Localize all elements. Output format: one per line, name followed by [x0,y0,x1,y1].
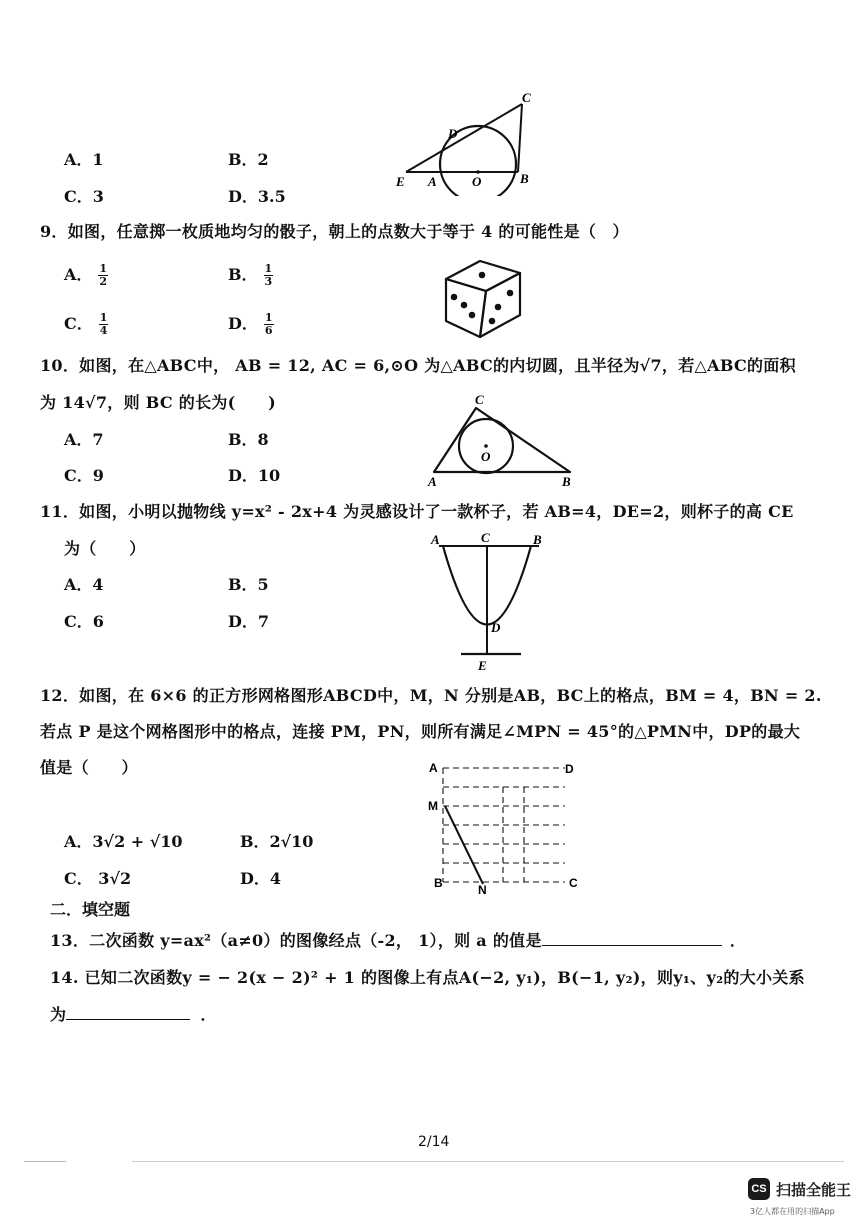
q14-answer-blank[interactable] [66,1019,190,1020]
q8-option-a: A．1 [64,150,104,169]
q8-option-c: C．3 [64,187,104,206]
q11-label-c: C [481,530,490,545]
q12-grid-figure [425,756,585,896]
q12-stem-line3: 值是（ ） [40,758,138,777]
q12-option-b: B．2√10 [240,832,314,851]
q8-label-a: A [428,174,437,189]
q9-dice-figure [440,255,526,341]
q12-stem-line2: 若点 P 是这个网格图形中的格点，连接 PM，PN，则所有满足∠MPN = 45°的△PMN中，DP的最大 [40,722,801,741]
q11-stem-line1: 11．如图，小明以抛物线 y=x² - 2x+4 为灵感设计了一款杯子，若 AB=4，DE=2，则杯子的高 CE [40,502,794,521]
q10-option-c: C．9 [64,466,104,485]
q11-stem-line2: 为（ ） [64,539,146,558]
q9-option-c: C． $\frac{1}{4}$ [64,311,108,337]
q8-option-d: D．3.5 [228,187,286,206]
q13-answer-blank[interactable] [542,945,722,946]
scanner-app-badge [748,1178,851,1200]
q8-option-b: B．2 [228,150,269,169]
app-logo-icon: CS [748,1178,770,1200]
q11-option-c: C．6 [64,612,104,631]
q8-label-b: B [520,171,529,186]
q8-label-d: D [448,126,458,141]
page-number: 2/14 [418,1134,450,1150]
q12-option-c: C． 3√2 [64,869,132,888]
q10-label-a: A [428,474,437,488]
q10-option-a: A．7 [64,430,104,449]
footer-rule-left [24,1161,66,1162]
q10-label-b: B [562,474,571,488]
q10-option-d: D．10 [228,466,281,485]
q9-option-b: B． $\frac{1}{3}$ [228,262,273,288]
q12-label-m: M [428,799,438,813]
q10-label-o: O [481,449,491,464]
q10-figure [420,388,580,488]
q9-stem: 9．如图，任意掷一枚质地均匀的骰子，朝上的点数大于等于 4 的可能性是（ ） [40,222,629,241]
q8-label-e: E [396,174,405,189]
q8-figure [390,88,540,196]
q8-label-o: O [472,174,482,189]
q11-option-a: A．4 [64,575,104,594]
q12-label-d: D [565,762,574,776]
q11-label-d: D [491,620,501,635]
q12-stem-line1: 12．如图，在 6×6 的正方形网格图形ABCD中，M，N 分别是AB，BC上的格点，BM = 4，BN = 2. [40,686,822,705]
q12-label-a: A [429,761,438,775]
q9-option-d: D． $\frac{1}{6}$ [228,311,273,337]
q11-option-d: D．7 [228,612,270,631]
section-title: 二．填空题 [50,900,131,919]
q12-option-a: A．3√2 + √10 [64,832,183,851]
app-name: 扫描全能王 [776,1180,852,1199]
q11-cup-figure [425,528,550,673]
app-tagline: 3亿人都在用的扫描App [750,1207,835,1216]
q11-option-b: B．5 [228,575,269,594]
q14-stem-line2: 为 ． [50,1005,217,1024]
q12-label-b: B [434,876,443,890]
q14-stem-line1: 14. 已知二次函数y = − 2(x − 2)² + 1 的图像上有点A(−2, y₁)，B(−1, y₂)，则y₁、y₂的大小关系 [50,968,805,987]
q10-stem-line2: 为 14√7，则 BC 的长为( ) [40,393,277,412]
q12-label-c: C [569,876,578,890]
q13-stem: 13．二次函数 y=ax²（a≠0）的图像经点（-2， 1），则 a 的值是 ． [50,931,747,950]
q11-label-a: A [431,532,440,547]
footer-rule [132,1161,844,1162]
q11-label-e: E [478,658,487,673]
q11-label-b: B [533,532,542,547]
q10-stem-line1: 10．如图，在△ABC中， AB = 12, AC = 6,⊙O 为△ABC的内切圆，且半径为√7，若△ABC的面积 [40,356,796,375]
q12-option-d: D．4 [240,869,282,888]
q10-option-b: B．8 [228,430,269,449]
q10-label-c: C [475,392,484,407]
q8-label-c: C [522,90,531,105]
q9-option-a: A． $\frac{1}{2}$ [64,262,108,288]
q12-label-n: N [478,883,487,896]
